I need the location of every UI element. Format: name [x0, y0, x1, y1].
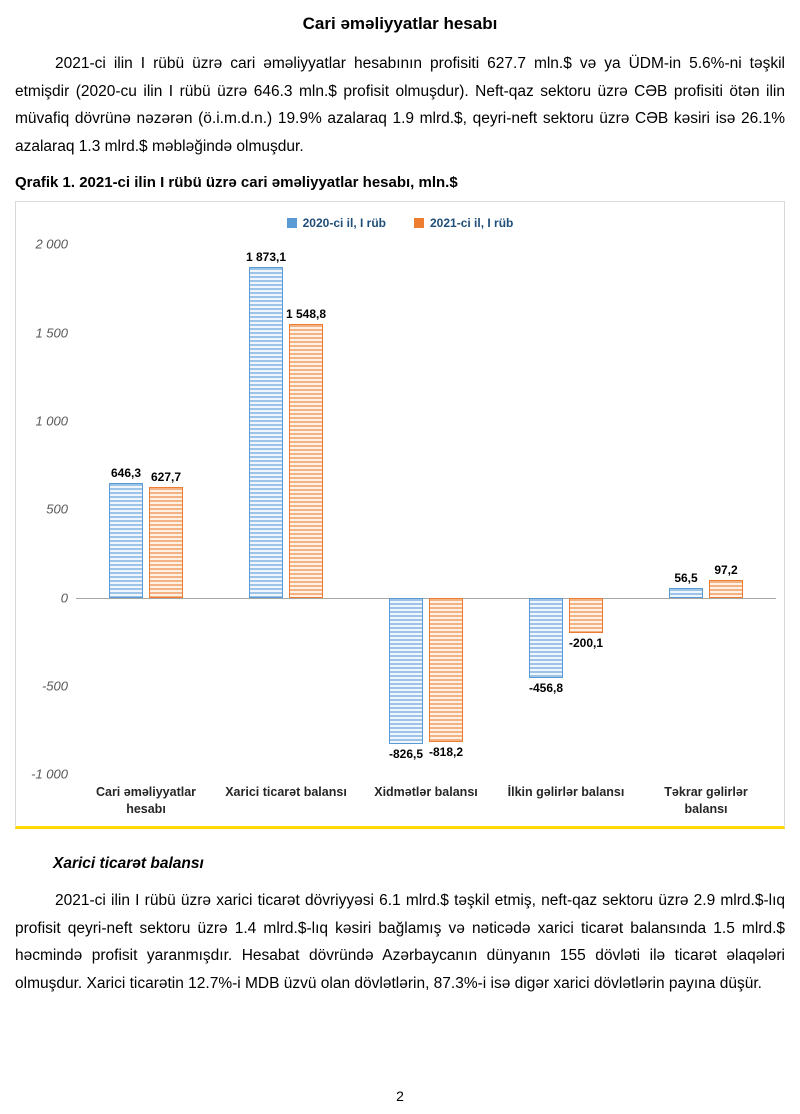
section-heading: Xarici ticarət balansı	[53, 855, 204, 873]
bar-value-label: -456,8	[528, 681, 564, 696]
legend-swatch	[287, 218, 297, 228]
bar	[289, 324, 323, 598]
y-tick-label: -1 000	[31, 766, 68, 782]
zero-axis-line	[76, 598, 776, 599]
chart-legend	[24, 216, 776, 230]
body-paragraph-2: 2021-ci ilin I rübü üzrə xarici ticarət dövriyyəsi 6.1 mlrd.$ təşkil etmiş, neft-qaz sektoru üzrə 2.9 mlrd.$-lıq profisit qeyri-neft sektoru üzrə 1.4 mlrd.$-lıq kəsiri bağlamış və nəticədə xarici ticarət balansında 1.5 mlrd.$ həcmində profisit yaranmışdır. Hesabat dövründə Azərbaycanın dünyanın 155 dövləti ilə ticarət əlaqələri olmuşdur. Xarici ticarətin 12.7%-i MDB üzvü olan dövlətlərin, 87.3%-i isə digər xarici dövlətlərin payına düşür.	[15, 892, 785, 992]
body-paragraph-1: 2021-ci ilin I rübü üzrə cari əməliyyatlar hesabının profisiti 627.7 mln.$ və ya ÜDM-in 5.6%-ni təşkil etmişdir (2020-cu ilin I rübü üzrə 646.3 mln.$ profisit olmuşdur). Neft-qaz sektoru üzrə CƏB profisiti ötən ilin müvafiq dövrünə nəzərən (ö.i.m.d.n.) 19.9% azalaraq 1.9 mlrd.$, qeyri-neft sektoru üzrə CƏB kəsiri isə 26.1% azalaraq 1.3 mlrd.$ məbləğində olmuşdur.	[15, 55, 785, 155]
y-tick-label: 1 500	[35, 325, 68, 341]
category-label: Cari əməliyyatlar hesabı	[95, 785, 197, 817]
bar-value-label: 1 873,1	[245, 249, 287, 264]
bar-value-label: 1 548,8	[285, 307, 327, 322]
y-tick-label: -500	[41, 678, 68, 694]
y-tick-label: 500	[46, 501, 68, 517]
bar-value-label: 627,7	[150, 469, 182, 484]
legend-item	[287, 216, 386, 230]
bar-value-label: -826,5	[388, 746, 424, 761]
chart-caption: Qrafik 1. 2021-ci ilin I rübü üzrə cari əməliyyatlar hesabı, mln.$	[15, 174, 458, 192]
y-axis	[24, 236, 76, 782]
chart	[15, 201, 785, 829]
bar	[709, 580, 743, 597]
bar	[109, 483, 143, 597]
category-label: Xidmətlər balansı	[374, 785, 478, 800]
category-label: Xarici ticarət balansı	[225, 785, 347, 800]
bar-value-label: 646,3	[110, 466, 142, 481]
page-title: Cari əməliyyatlar hesabı	[302, 14, 498, 33]
bar	[429, 598, 463, 743]
legend-swatch	[414, 218, 424, 228]
bar-value-label: 97,2	[714, 563, 738, 578]
chart-body	[24, 236, 776, 782]
bar	[149, 487, 183, 598]
page-number: 2	[396, 1088, 404, 1104]
bar	[669, 588, 703, 598]
bar-value-label: -200,1	[568, 635, 604, 650]
x-axis-category-labels	[76, 784, 776, 818]
legend-label: 2021-ci il, I rüb	[430, 216, 514, 231]
plot-area	[76, 244, 776, 774]
legend-item	[414, 216, 513, 230]
legend-label: 2020-ci il, I rüb	[302, 216, 386, 231]
bar	[389, 598, 423, 744]
bar-value-label: 56,5	[674, 570, 698, 585]
y-tick-label: 0	[60, 590, 68, 606]
category-label: İlkin gəlirlər balansı	[507, 785, 625, 800]
bar	[569, 598, 603, 633]
y-tick-label: 1 000	[35, 413, 68, 429]
category-label: Təkrar gəlirlər balansı	[664, 785, 748, 817]
y-tick-label: 2 000	[35, 236, 68, 252]
bar-value-label: -818,2	[428, 745, 464, 760]
